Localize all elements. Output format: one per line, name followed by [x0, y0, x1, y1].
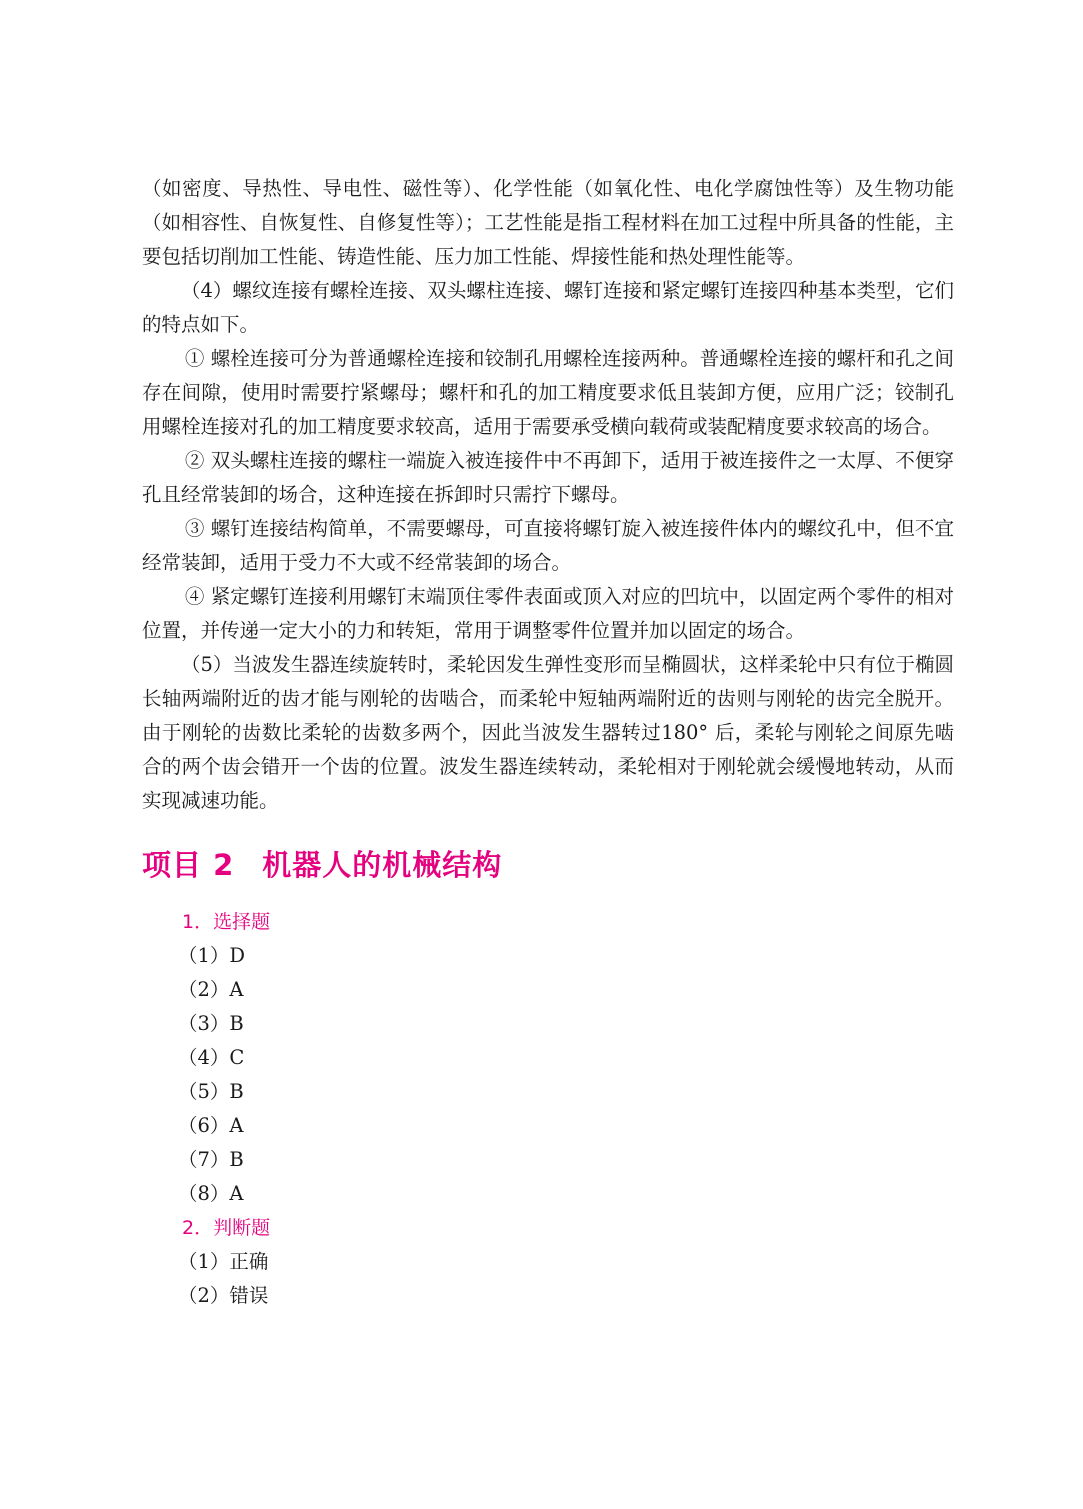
paragraph-screw-connection: ③ 螺钉连接结构简单，不需要螺母，可直接将螺钉旋入被连接件体内的螺纹孔中，但不宜经常装卸，适用于受力不大或不经常装卸的场合。	[142, 517, 954, 574]
paragraph-thread-connection: （4）螺纹连接有螺栓连接、双头螺柱连接、螺钉连接和紧定螺钉连接四种基本类型，它们的特点如下。	[142, 279, 954, 336]
subheading-choice: 1．选择题	[182, 911, 271, 933]
paragraph-set-screw-connection: ④ 紧定螺钉连接利用螺钉末端顶住零件表面或顶入对应的凹坑中，以固定两个零件的相对位置，并传递一定大小的力和转矩，常用于调整零件位置并加以固定的场合。	[142, 585, 954, 642]
page-content	[142, 172, 954, 1313]
answer-item: （1）正确	[178, 1250, 269, 1273]
heading-number: 项目 2	[142, 848, 235, 882]
answer-item: （7）B	[178, 1148, 244, 1171]
answer-item: （8）A	[178, 1182, 244, 1205]
answer-item: （1）D	[178, 944, 246, 967]
answer-item: （2）A	[178, 978, 244, 1001]
paragraph-properties: （如密度、导热性、导电性、磁性等）、化学性能（如氧化性、电化学腐蚀性等）及生物功能（如相容性、自恢复性、自修复性等）；工艺性能是指工程材料在加工过程中所具备的性能，主要包括切削加工性能、铸造性能、压力加工性能、焊接性能和热处理性能等。	[142, 177, 954, 268]
paragraph-harmonic-drive: （5）当波发生器连续旋转时，柔轮因发生弹性变形而呈椭圆状，这样柔轮中只有位于椭圆长轴两端附近的齿才能与刚轮的齿啮合，而柔轮中短轴两端附近的齿则与刚轮的齿完全脱开。由于刚轮的齿数比柔轮的齿数多两个，因此当波发生器转过180° 后，柔轮与刚轮之间原先啮合的两个齿会错开一个齿的位置。波发生器连续转动，柔轮相对于刚轮就会缓慢地转动，从而实现减速功能。	[142, 653, 954, 812]
answer-item: （2）错误	[178, 1284, 269, 1307]
heading-title: 机器人的机械结构	[262, 848, 503, 882]
paragraph-stud-connection: ② 双头螺柱连接的螺柱一端旋入被连接件中不再卸下，适用于被连接件之一太厚、不便穿孔且经常装卸的场合，这种连接在拆卸时只需拧下螺母。	[142, 449, 954, 506]
answer-item: （3）B	[178, 1012, 244, 1035]
section-heading	[142, 845, 954, 885]
paragraph-bolt-connection: ① 螺栓连接可分为普通螺栓连接和铰制孔用螺栓连接两种。普通螺栓连接的螺杆和孔之间存在间隙，使用时需要拧紧螺母；螺杆和孔的加工精度要求低且装卸方便，应用广泛；铰制孔用螺栓连接对孔的加工精度要求较高，适用于需要承受横向载荷或装配精度要求较高的场合。	[142, 347, 954, 438]
subheading-judgment: 2．判断题	[182, 1217, 271, 1239]
answer-item: （5）B	[178, 1080, 244, 1103]
answer-item: （4）C	[178, 1046, 245, 1069]
answer-item: （6）A	[178, 1114, 244, 1137]
